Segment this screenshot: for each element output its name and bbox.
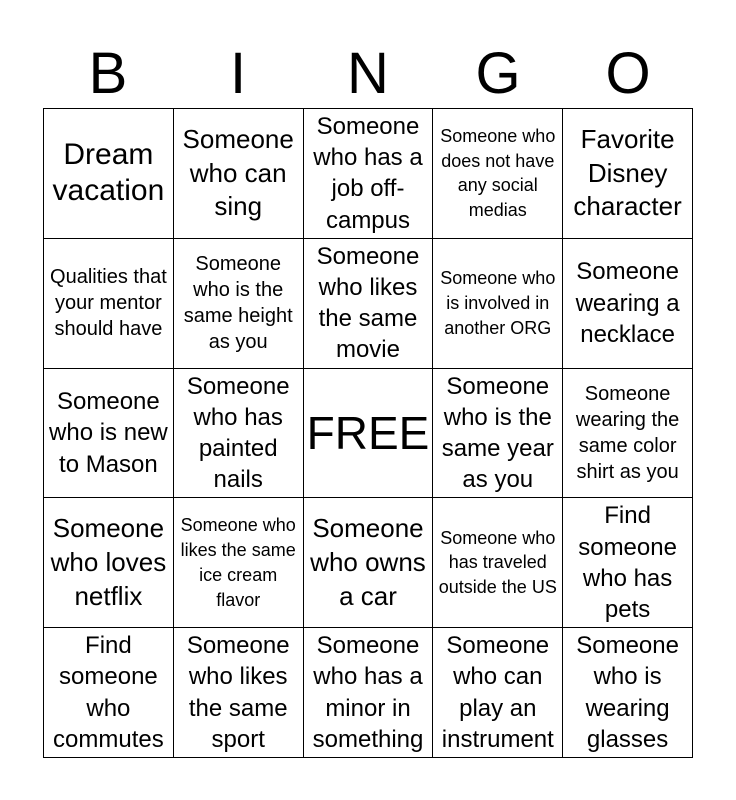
bingo-cell	[174, 628, 304, 758]
cell-text: Someone who can play an instrument	[441, 632, 554, 753]
cell-text: Favorite Disney character	[573, 123, 682, 222]
bingo-cell	[563, 369, 693, 499]
cell-text: Someone wearing a necklace	[575, 258, 680, 348]
bingo-cell	[433, 498, 563, 628]
cell-text: Someone who likes the same ice cream flavor	[180, 515, 296, 610]
cell-text: Someone wearing the same color shirt as you	[575, 382, 680, 483]
cell-text: Someone who is the same height as you	[183, 253, 293, 354]
bingo-cell	[174, 369, 304, 499]
cell-text: Someone who has a minor in something	[312, 632, 424, 753]
cell-text: Someone who likes the same sport	[186, 632, 290, 753]
bingo-card-grid	[43, 108, 693, 758]
bingo-cell	[44, 109, 174, 239]
bingo-cell	[44, 498, 174, 628]
cell-text: Someone who is the same year as you	[441, 372, 554, 494]
cell-text: Someone who has painted nails	[186, 372, 290, 494]
cell-text: Someone who does not have any social medias	[440, 125, 556, 221]
bingo-cell	[433, 239, 563, 369]
cell-text: Qualities that your mentor should have	[50, 266, 167, 341]
cell-text: Someone who has traveled outside the US	[438, 527, 557, 598]
free-space-cell	[304, 369, 434, 499]
bingo-cell	[174, 239, 304, 369]
header-letter-b: B	[88, 41, 128, 106]
header-letter-i: I	[229, 41, 247, 106]
bingo-cell	[433, 109, 563, 239]
bingo-cell	[44, 239, 174, 369]
bingo-cell	[563, 628, 693, 758]
cell-text: Find someone who commutes	[53, 632, 164, 753]
bingo-cell	[433, 369, 563, 499]
cell-text: Someone who is wearing glasses	[576, 632, 679, 753]
free-space-text: FREE	[306, 406, 430, 459]
cell-text: Find someone who has pets	[578, 502, 677, 623]
bingo-cell	[174, 498, 304, 628]
cell-text: Someone who is new to Mason	[49, 388, 168, 478]
bingo-cell	[304, 239, 434, 369]
bingo-cell	[304, 628, 434, 758]
cell-text: Someone who loves netflix	[50, 513, 167, 611]
bingo-cell	[304, 498, 434, 628]
bingo-cell	[44, 628, 174, 758]
cell-text: Someone who has a job off-campus	[313, 113, 423, 234]
header-letter-n: N	[347, 41, 389, 106]
cell-text: Dream vacation	[52, 138, 165, 208]
header-letter-g: G	[475, 41, 521, 106]
bingo-cell	[563, 239, 693, 369]
bingo-header	[43, 40, 693, 108]
cell-text: Someone who likes the same movie	[316, 242, 420, 364]
cell-text: Someone who owns a car	[310, 513, 426, 611]
bingo-cell	[174, 109, 304, 239]
bingo-cell	[433, 628, 563, 758]
cell-text: Someone who can sing	[182, 123, 294, 222]
bingo-cell	[563, 109, 693, 239]
bingo-cell	[563, 498, 693, 628]
cell-text: Someone who is involved in another ORG	[440, 267, 556, 338]
bingo-cell	[304, 109, 434, 239]
header-letter-o: O	[605, 41, 651, 106]
bingo-cell	[44, 369, 174, 499]
